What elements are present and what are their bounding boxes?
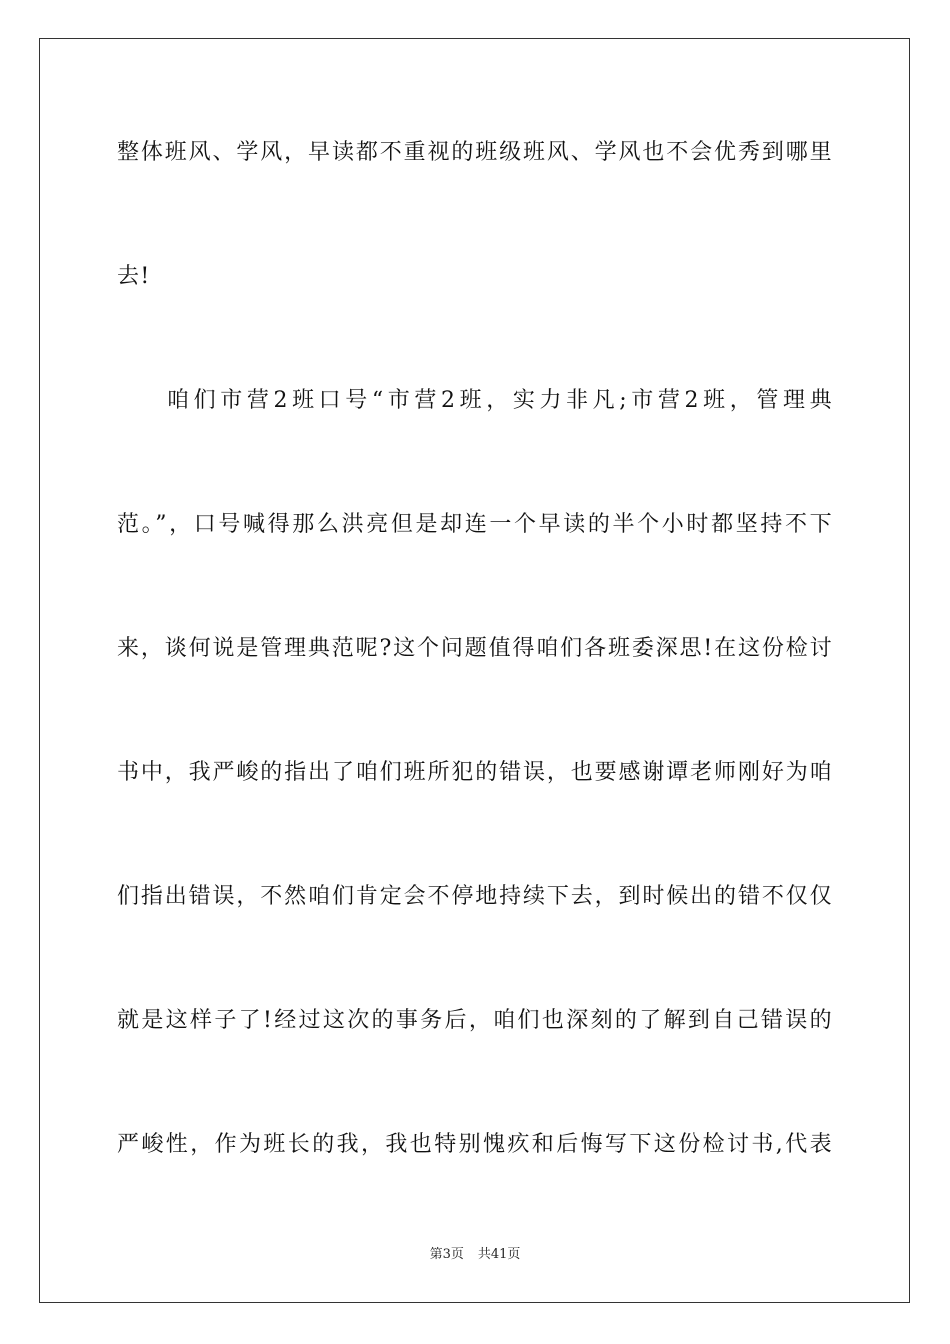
page-border: [39, 38, 910, 1303]
page-footer: [0, 1246, 950, 1264]
text-line: 整体班风、学风，早读都不重视的班级班风、学风也不会优秀到哪里: [117, 140, 833, 165]
text-line: 们指出错误，不然咱们肯定会不停地持续下去，到时候出的错不仅仅: [117, 884, 833, 909]
page-total: 共41页: [477, 1247, 521, 1262]
text-line: 范。”，口号喊得那么洪亮但是却连一个早读的半个小时都坚持不下: [117, 512, 833, 537]
paragraph-first-line: 咱们市营2班口号“市营2班，实力非凡;市营2班，管理典: [167, 388, 833, 413]
text-line: 去!: [117, 264, 151, 289]
text-line: 书中，我严峻的指出了咱们班所犯的错误，也要感谢谭老师刚好为咱: [117, 760, 833, 785]
page-number: 第3页: [429, 1247, 464, 1262]
text-line: 严峻性，作为班长的我，我也特别愧疚和后悔写下这份检讨书,代表: [117, 1132, 833, 1157]
text-line: 就是这样子了!经过这次的事务后，咱们也深刻的了解到自己错误的: [117, 1008, 833, 1033]
text-line: 来，谈何说是管理典范呢?这个问题值得咱们各班委深思!在这份检讨: [117, 636, 833, 661]
